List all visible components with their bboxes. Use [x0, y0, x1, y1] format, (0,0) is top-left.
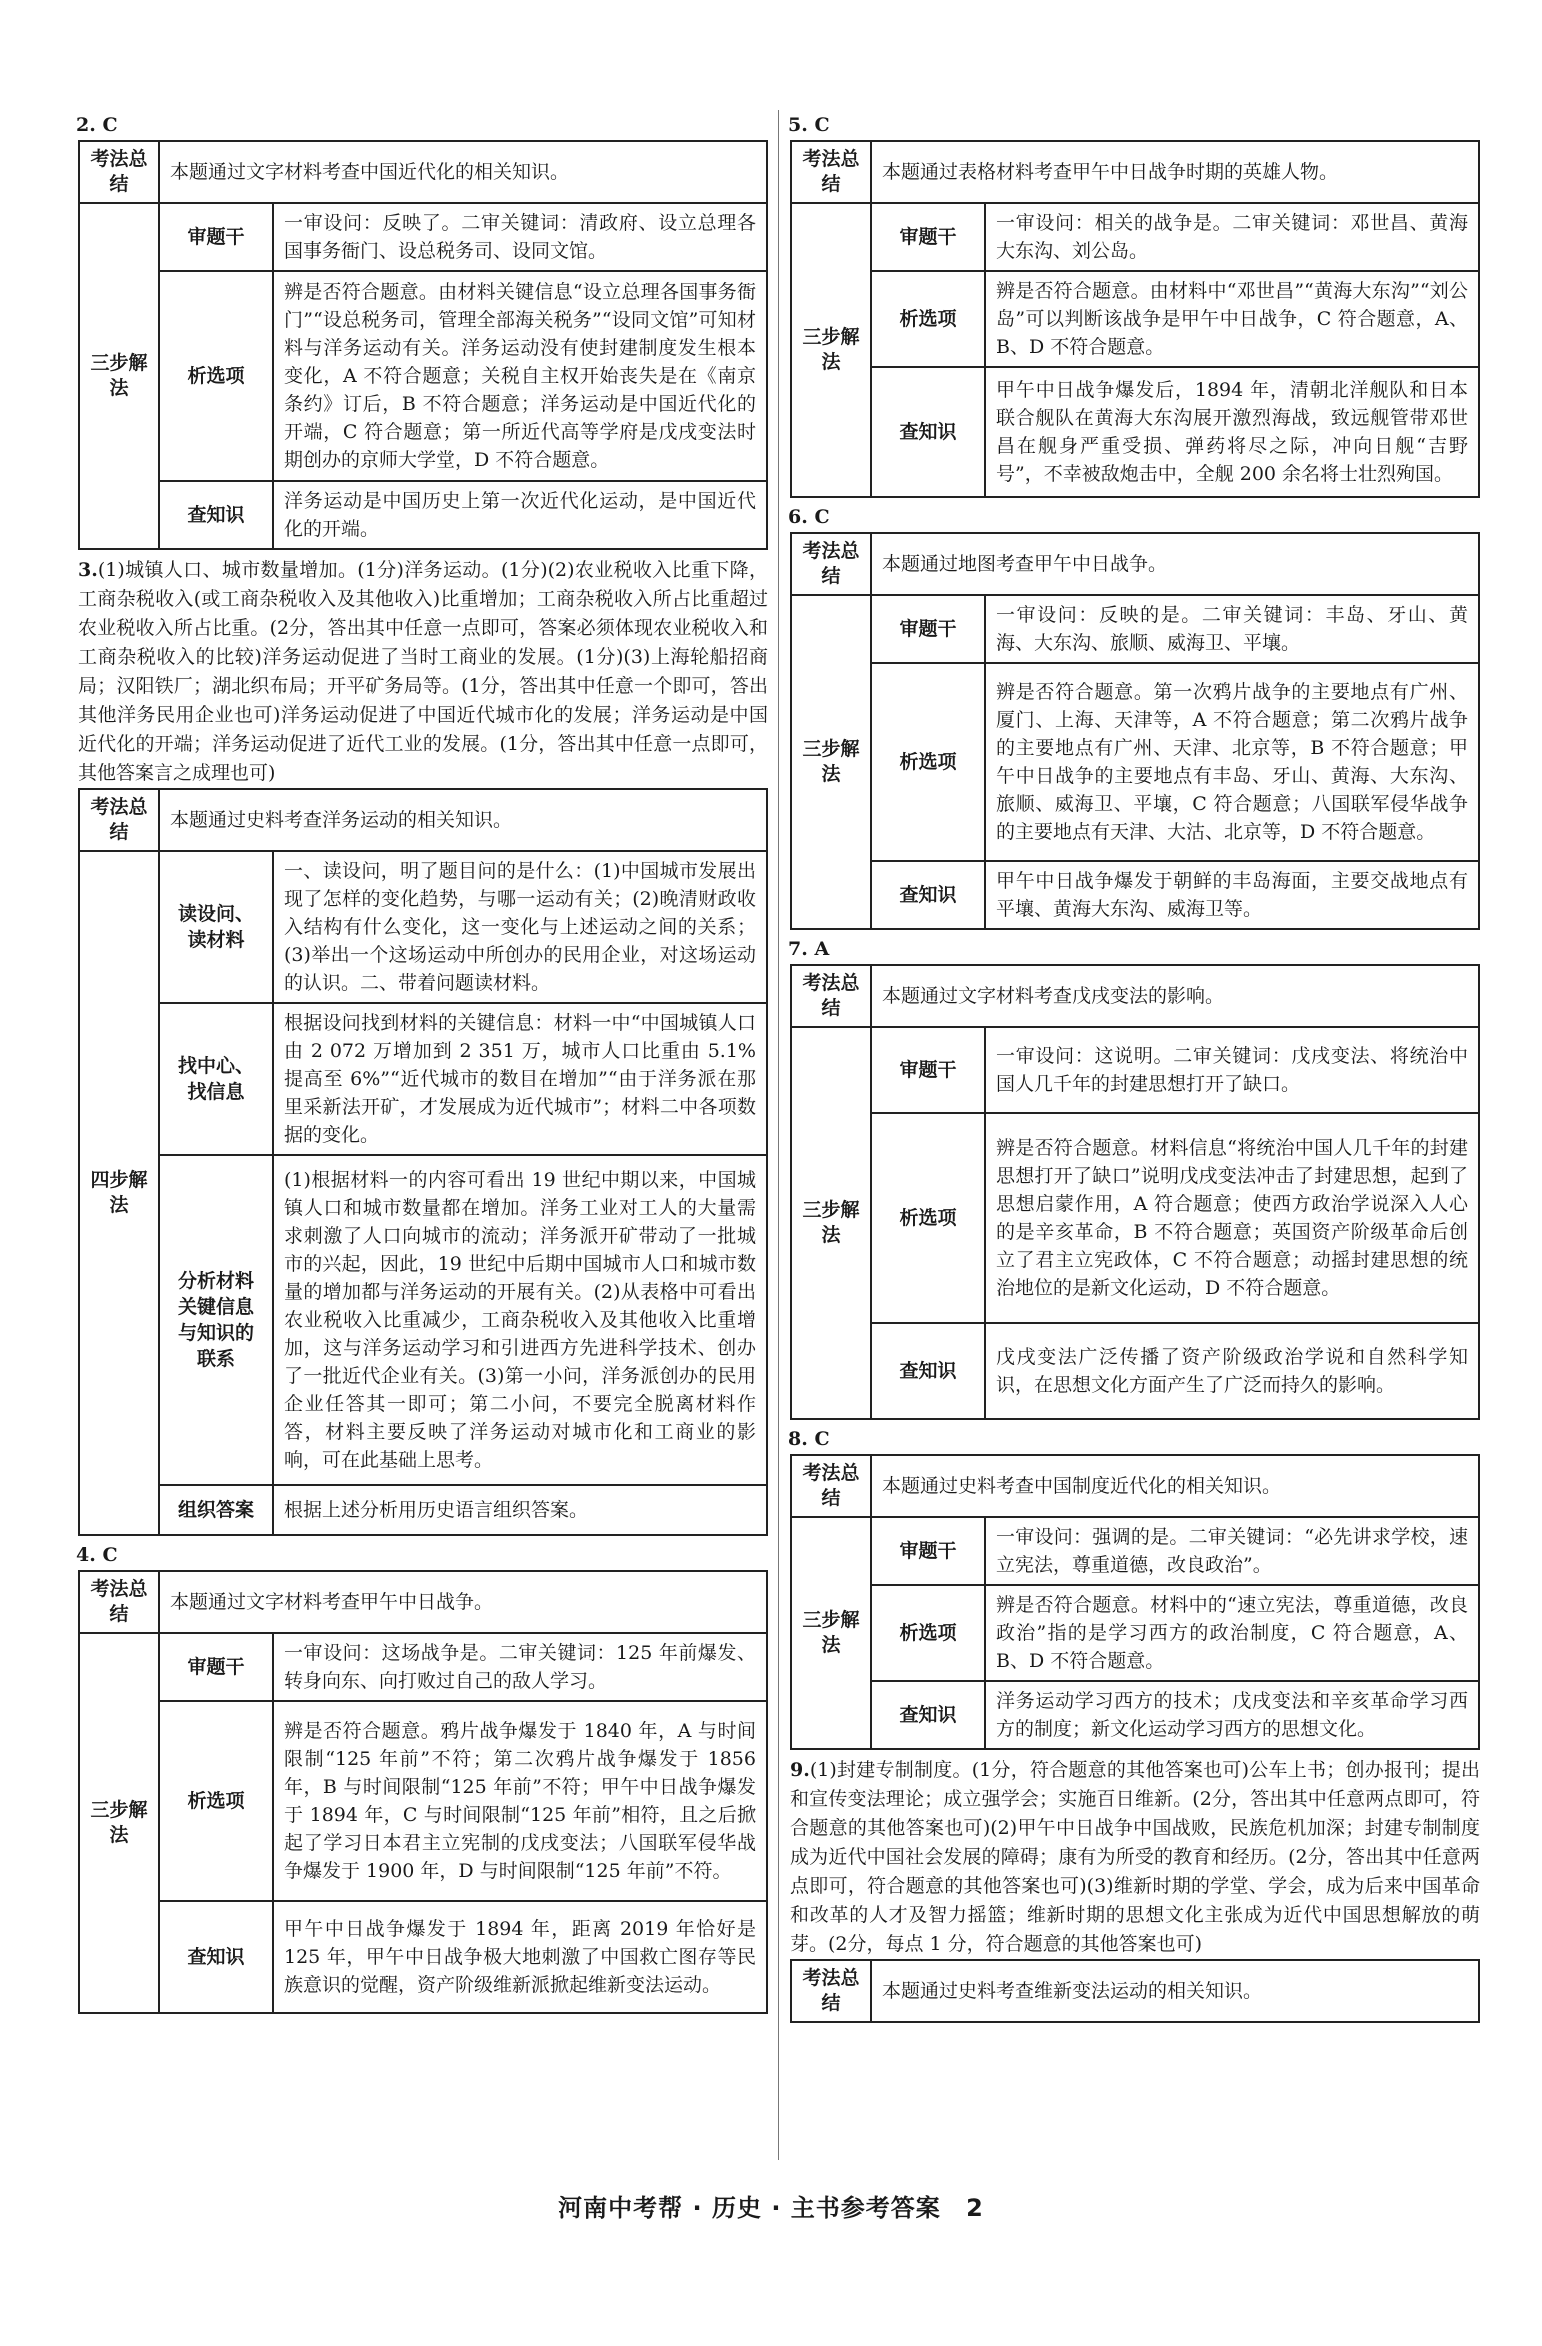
q7-table [790, 964, 1480, 1420]
q6-step-label: 析选项 [871, 663, 985, 861]
q7-step-label: 查知识 [871, 1323, 985, 1419]
q3-summary: 本题通过史料考查洋务运动的相关知识。 [159, 789, 767, 851]
q2-step-label: 审题干 [159, 203, 273, 271]
question-3-answer-text [78, 556, 768, 788]
q8-step-label: 审题干 [871, 1517, 985, 1585]
question-3-number: 3. [78, 559, 98, 581]
q2-step-text: 洋务运动是中国历史上第一次近代化运动，是中国近代化的开端。 [273, 481, 767, 549]
question-3 [78, 556, 768, 1536]
q8-step-label: 查知识 [871, 1681, 985, 1749]
q5-method-label: 三步解法 [791, 203, 871, 497]
q7-step-label: 析选项 [871, 1113, 985, 1323]
page-footer [0, 2188, 1542, 2223]
q4-step-text: 甲午中日战争爆发于 1894 年，距离 2019 年恰好是 125 年，甲午中日战争极大地刺激了中国救亡图存等民族意识的觉醒，资产阶级维新派掀起维新变法运动。 [273, 1901, 767, 2013]
q4-step-label: 析选项 [159, 1701, 273, 1901]
q3-step-text: 根据上述分析用历史语言组织答案。 [273, 1485, 767, 1535]
q6-step-text: 一审设问：反映的是。二审关键词：丰岛、牙山、黄海、大东沟、旅顺、威海卫、平壤。 [985, 595, 1479, 663]
q8-step-text: 一审设问：强调的是。二审关键词：“必先讲求学校，速立宪法，尊重道德，改良政治”。 [985, 1517, 1479, 1585]
q2-table [78, 140, 768, 550]
question-2 [78, 112, 768, 550]
q2-step-text: 辨是否符合题意。由材料关键信息“设立总理各国事务衙门”“设总税务司，管理全部海关税务”“设同文馆”可知材料与洋务运动有关。洋务运动没有使封建制度发生根本变化，A 不符合题意；关税自主权开始丧失是在《南京条约》订后，B 不符合题意；洋务运动是中国近代化的开端，C 符合题意；第一所近代高等学府是戊戌变法时期创办的京师大学堂，D 不符合题意。 [273, 271, 767, 481]
q2-summary: 本题通过文字材料考查中国近代化的相关知识。 [159, 141, 767, 203]
q4-step-label: 审题干 [159, 1633, 273, 1701]
q6-summary-label: 考法总结 [791, 533, 871, 595]
q8-step-text: 洋务运动学习西方的技术；戊戌变法和辛亥革命学习西方的制度；新文化运动学习西方的思想文化。 [985, 1681, 1479, 1749]
q2-method-label: 三步解法 [79, 203, 159, 549]
q7-step-text: 一审设问：这说明。二审关键词：戊戌变法、将统治中国人几千年的封建思想打开了缺口。 [985, 1027, 1479, 1113]
question-4 [78, 1542, 768, 2014]
q4-summary-label: 考法总结 [79, 1571, 159, 1633]
question-8 [790, 1426, 1480, 1750]
q6-table [790, 532, 1480, 930]
q8-summary-label: 考法总结 [791, 1455, 871, 1517]
q2-summary-label: 考法总结 [79, 141, 159, 203]
q5-step-text: 一审设问：相关的战争是。二审关键词：邓世昌、黄海大东沟、刘公岛。 [985, 203, 1479, 271]
q4-step-text: 一审设问：这场战争是。二审关键词：125 年前爆发、转身向东、向打败过自己的敌人学习。 [273, 1633, 767, 1701]
q8-table [790, 1454, 1480, 1750]
q2-step-text: 一审设问：反映了。二审关键词：清政府、设立总理各国事务衙门、设总税务司、设同文馆。 [273, 203, 767, 271]
q5-step-label: 查知识 [871, 367, 985, 497]
question-6-answer: 6. C [788, 506, 830, 528]
column-divider [778, 110, 779, 2160]
q4-step-label: 查知识 [159, 1901, 273, 2013]
q6-step-label: 审题干 [871, 595, 985, 663]
q4-method-label: 三步解法 [79, 1633, 159, 2013]
q9-summary: 本题通过史料考查维新变法运动的相关知识。 [871, 1960, 1479, 2022]
question-6 [790, 504, 1480, 930]
q7-step-text: 辨是否符合题意。材料信息“将统治中国人几千年的封建思想打开了缺口”说明戊戌变法冲击了封建思想，起到了思想启蒙作用，A 符合题意；使西方政治学说深入人心的是辛亥革命，B 不符合题意；英国资产阶级革命后创立了君主立宪政体，C 不符合题意；动摇封建思想的统治地位的是新文化运动，D 不符合题意。 [985, 1113, 1479, 1323]
q5-step-text: 辨是否符合题意。由材料中“邓世昌”“黄海大东沟”“刘公岛”可以判断该战争是甲午中日战争，C 符合题意，A、B、D 不符合题意。 [985, 271, 1479, 367]
q9-summary-label: 考法总结 [791, 1960, 871, 2022]
left-column [78, 112, 768, 2020]
q3-summary-label: 考法总结 [79, 789, 159, 851]
q8-method-label: 三步解法 [791, 1517, 871, 1749]
q6-summary: 本题通过地图考查甲午中日战争。 [871, 533, 1479, 595]
q2-step-label: 查知识 [159, 481, 273, 549]
footer-title: 河南中考帮 · 历史 · 主书参考答案 [558, 2194, 941, 2222]
question-9-number: 9. [790, 1759, 810, 1781]
q9-table [790, 1959, 1480, 2023]
q3-step-label: 分析材料关键信息与知识的联系 [159, 1155, 273, 1485]
q8-step-text: 辨是否符合题意。材料中的“速立宪法，尊重道德，改良政治”指的是学习西方的政治制度，C 符合题意，A、B、D 不符合题意。 [985, 1585, 1479, 1681]
q3-step-label: 读设问、读材料 [159, 851, 273, 1003]
question-5 [790, 112, 1480, 498]
q7-summary-label: 考法总结 [791, 965, 871, 1027]
q6-step-text: 甲午中日战争爆发于朝鲜的丰岛海面，主要交战地点有平壤、黄海大东沟、威海卫等。 [985, 861, 1479, 929]
question-5-answer: 5. C [788, 114, 830, 136]
q3-step-label: 找中心、找信息 [159, 1003, 273, 1155]
q2-step-label: 析选项 [159, 271, 273, 481]
q8-summary: 本题通过史料考查中国制度近代化的相关知识。 [871, 1455, 1479, 1517]
question-2-answer: 2. C [76, 114, 118, 136]
page-number: 2 [966, 2194, 984, 2222]
q6-step-text: 辨是否符合题意。第一次鸦片战争的主要地点有广州、厦门、上海、天津等，A 不符合题意；第二次鸦片战争的主要地点有广州、天津、北京等，B 不符合题意；甲午中日战争的主要地点有丰岛、牙山、黄海、大东沟、旅顺、威海卫、平壤，C 符合题意；八国联军侵华战争的主要地点有天津、大沽、北京等，D 不符合题意。 [985, 663, 1479, 861]
q3-method-label: 四步解法 [79, 851, 159, 1535]
q7-step-text: 戊戌变法广泛传播了资产阶级政治学说和自然科学知识，在思想文化方面产生了广泛而持久的影响。 [985, 1323, 1479, 1419]
q7-step-label: 审题干 [871, 1027, 985, 1113]
q5-summary: 本题通过表格材料考查甲午中日战争时期的英雄人物。 [871, 141, 1479, 203]
question-7-answer: 7. A [788, 938, 830, 960]
q4-summary: 本题通过文字材料考查甲午中日战争。 [159, 1571, 767, 1633]
q5-step-label: 析选项 [871, 271, 985, 367]
q3-table [78, 788, 768, 1536]
q3-step-text: (1)根据材料一的内容可看出 19 世纪中期以来，中国城镇人口和城市数量都在增加。洋务工业对工人的大量需求刺激了人口向城市的流动；洋务派开矿带动了一批城市的兴起，因此，19 世纪中后期中国城市人口和城市数量的增加都与洋务运动的开展有关。(2)从表格中可看出农业税收入比重减少，工商杂税收入及其他收入比重增加，这与洋务运动学习和引进西方先进科学技术、创办了一批近代企业有关。(3)第一小问，洋务派创办的民用企业任答其一即可；第二小问，不要完全脱离材料作答，材料主要反映了洋务运动对城市化和工商业的影响，可在此基础上思考。 [273, 1155, 767, 1485]
question-9-answer-text [790, 1756, 1480, 1959]
question-9 [790, 1756, 1480, 2023]
q5-table [790, 140, 1480, 498]
q5-step-text: 甲午中日战争爆发后，1894 年，清朝北洋舰队和日本联合舰队在黄海大东沟展开激烈海战，致远舰管带邓世昌在舰身严重受损、弹药将尽之际，冲向日舰“吉野号”，不幸被敌炮击中，全舰 200 余名将士壮烈殉国。 [985, 367, 1479, 497]
q9-text: (1)封建专制制度。(1分，符合题意的其他答案也可)公车上书；创办报刊；提出和宣传变法理论；成立强学会；实施百日维新。(2分，答出其中任意两点即可，符合题意的其他答案也可)(2)甲午中日战争中国战败，民族危机加深；封建专制制度成为近代中国社会发展的障碍；康有为所受的教育和经历。(2分，答出其中任意两点即可，符合题意的其他答案也可)(3)维新时期的学堂、学会，成为后来中国革命和改革的人才及智力摇篮；维新时期的思想文化主张成为近代中国思想解放的萌芽。(2分，每点 1 分，符合题意的其他答案也可) [790, 1759, 1480, 1955]
q8-step-label: 析选项 [871, 1585, 985, 1681]
q6-step-label: 查知识 [871, 861, 985, 929]
question-8-answer: 8. C [788, 1428, 830, 1450]
right-column [790, 112, 1480, 2029]
q4-step-text: 辨是否符合题意。鸦片战争爆发于 1840 年，A 与时间限制“125 年前”不符；第二次鸦片战争爆发于 1856 年，B 与时间限制“125 年前”不符；甲午中日战争爆发于 1894 年，C 与时间限制“125 年前”相符，且之后掀起了学习日本君主立宪制的戊戌变法；八国联军侵华战争爆发于 1900 年，D 与时间限制“125 年前”不符。 [273, 1701, 767, 1901]
q3-text: (1)城镇人口、城市数量增加。(1分)洋务运动。(1分)(2)农业税收入比重下降，工商杂税收入(或工商杂税收入及其他收入)比重增加；工商杂税收入所占比重超过农业税收入所占比重。(2分，答出其中任意一点即可，答案必须体现农业税收入和工商杂税收入的比较)洋务运动促进了当时工商业的发展。(1分)(3)上海轮船招商局；汉阳铁厂；湖北织布局；开平矿务局等。(1分，答出其中任意一个即可，答出其他洋务民用企业也可)洋务运动促进了中国近代城市化的发展；洋务运动是中国近代化的开端；洋务运动促进了近代工业的发展。(1分，答出其中任意一点即可，其他答案言之成理也可) [78, 559, 768, 784]
q3-step-text: 根据设问找到材料的关键信息：材料一中“中国城镇人口由 2 072 万增加到 2 351 万，城市人口比重由 5.1% 提高至 6%”“近代城市的数目在增加”“由于洋务派在那里采新法开矿，才发展成为近代城市”；材料二中各项数据的变化。 [273, 1003, 767, 1155]
q3-step-label: 组织答案 [159, 1485, 273, 1535]
q6-method-label: 三步解法 [791, 595, 871, 929]
q4-table [78, 1570, 768, 2014]
q7-method-label: 三步解法 [791, 1027, 871, 1419]
q5-step-label: 审题干 [871, 203, 985, 271]
question-4-answer: 4. C [76, 1544, 118, 1566]
q5-summary-label: 考法总结 [791, 141, 871, 203]
q7-summary: 本题通过文字材料考查戊戌变法的影响。 [871, 965, 1479, 1027]
question-7 [790, 936, 1480, 1420]
q3-step-text: 一、读设问，明了题目问的是什么：(1)中国城市发展出现了怎样的变化趋势，与哪一运动有关；(2)晚清财政收入结构有什么变化，这一变化与上述运动之间的关系；(3)举出一个这场运动中所创办的民用企业，对这场运动的认识。二、带着问题读材料。 [273, 851, 767, 1003]
